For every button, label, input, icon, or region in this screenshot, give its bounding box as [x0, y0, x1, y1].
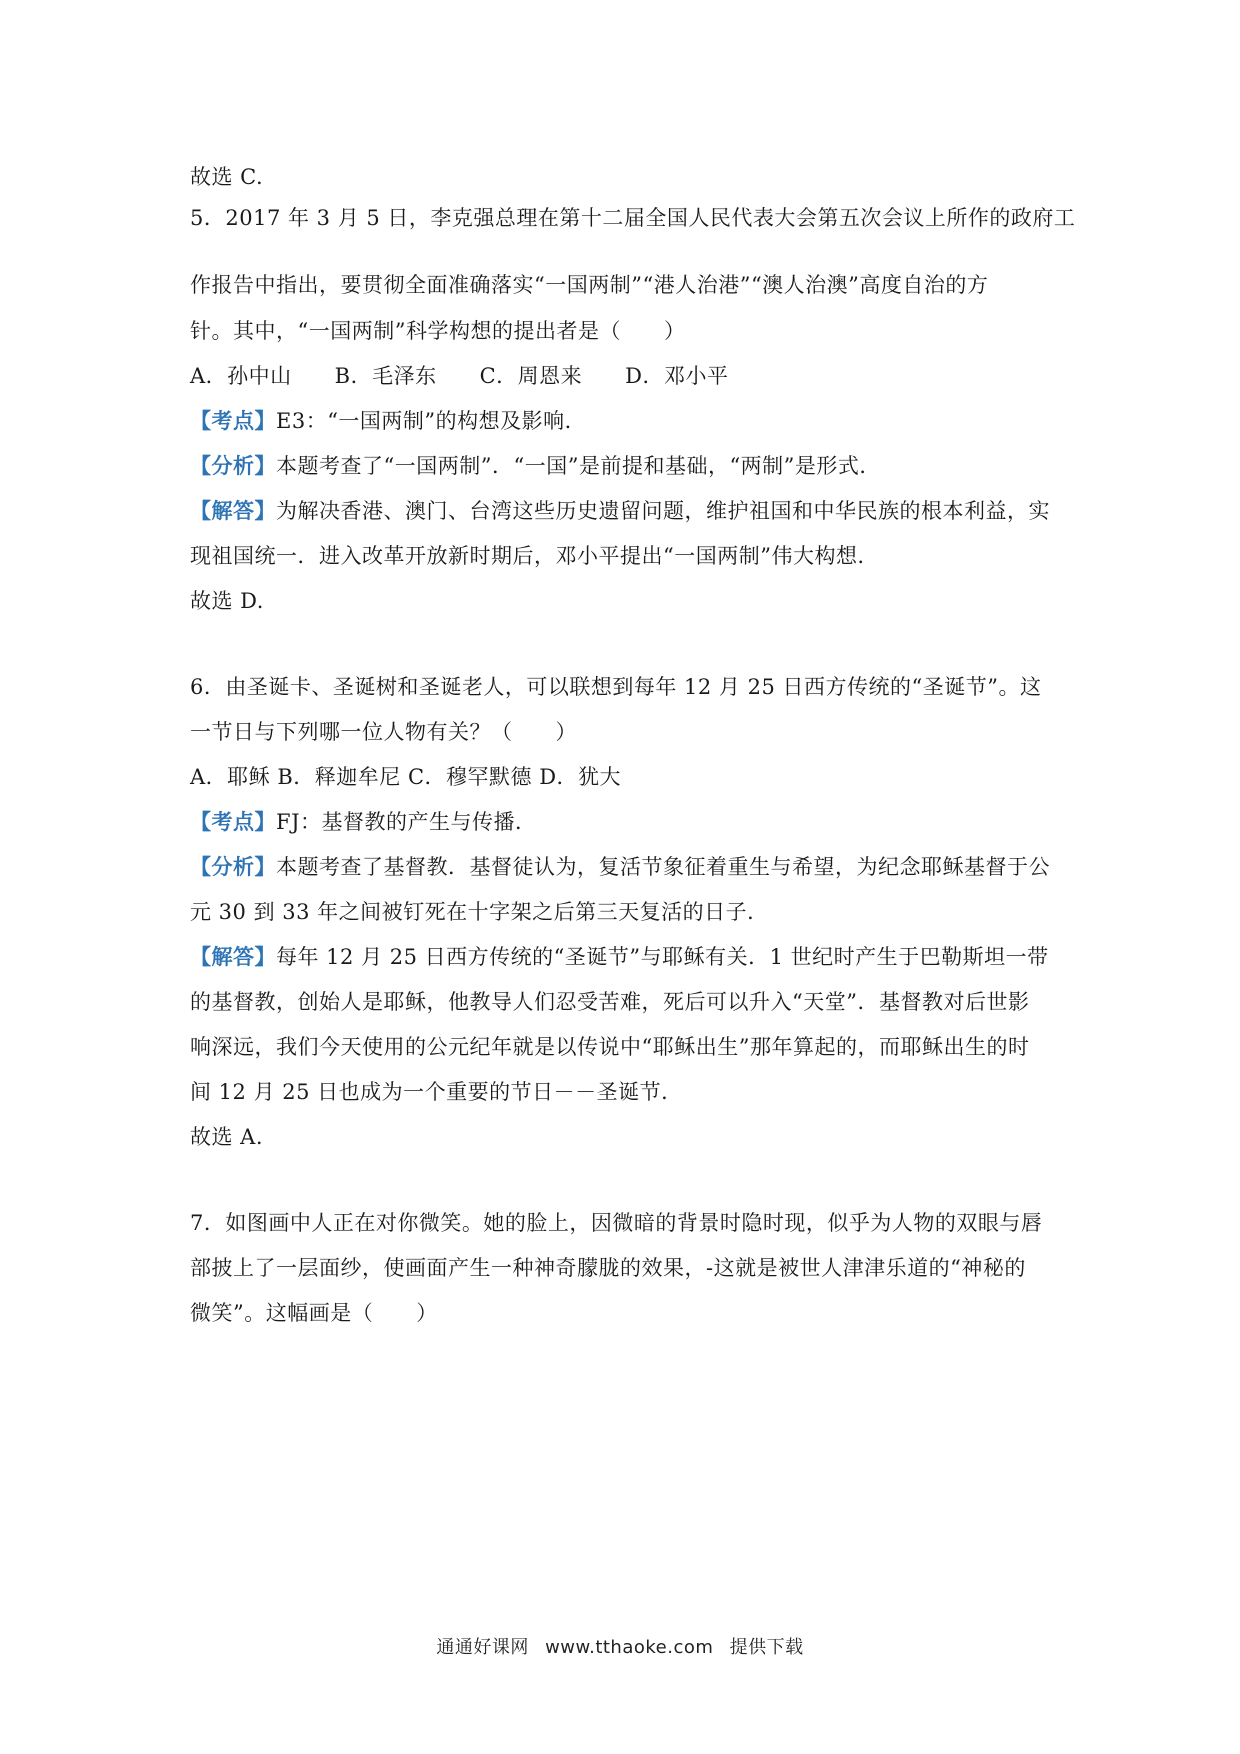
q4-conclusion: 故选 C. [190, 165, 264, 189]
kaodian-text: E3：“一国两制”的构想及影响． [276, 409, 587, 433]
q5-stem-line-1: 5．2017 年 3 月 5 日，李克强总理在第十二届全国人民代表大会第五次会议上所作的政府工 [190, 206, 1076, 230]
q6-jieda-line-1 [190, 942, 1049, 972]
q5-options: A．孙中山 B．毛泽东 C．周恩来 D．邓小平 [190, 364, 729, 388]
q5-stem-line-3: 针。其中，“一国两制”科学构想的提出者是（ ） [190, 319, 686, 343]
footer-site-name: 通通好课网 [436, 1637, 529, 1658]
kaodian-tag: 【考点】 [190, 809, 276, 834]
jieda-tag: 【解答】 [190, 944, 276, 969]
q6-kaodian [190, 807, 537, 837]
q5-stem-line-2: 作报告中指出，要贯彻全面准确落实“一国两制”“港人治港”“澳人治澳”高度自治的方 [190, 273, 989, 297]
q5-conclusion: 故选 D. [190, 589, 264, 613]
footer-note: 提供下载 [729, 1637, 804, 1658]
q6-fenxi-line-2: 元 30 到 33 年之间被钉死在十字架之后第三天复活的日子． [190, 900, 769, 924]
fenxi-tag: 【分析】 [190, 453, 276, 478]
q6-jieda-line-2: 的基督教，创始人是耶稣，他教导人们忍受苦难，死后可以升入“天堂”．基督教对后世影 [190, 990, 1030, 1014]
q6-stem-line-2: 一节日与下列哪一位人物有关？（ ） [190, 720, 577, 744]
kaodian-text: FJ：基督教的产生与传播． [276, 810, 537, 834]
q5-kaodian [190, 406, 586, 436]
q6-options: A．耶稣 B．释迦牟尼 C．穆罕默德 D．犹大 [190, 765, 622, 789]
jieda-text: 为解决香港、澳门、台湾这些历史遗留问题，维护祖国和中华民族的根本利益，实 [276, 499, 1050, 523]
q6-stem-line-1: 6．由圣诞卡、圣诞树和圣诞老人，可以联想到每年 12 月 25 日西方传统的“圣诞节”。这 [190, 675, 1042, 699]
fenxi-text: 本题考查了基督教．基督徒认为，复活节象征着重生与希望，为纪念耶稣基督于公 [276, 855, 1050, 879]
q6-fenxi-line-1 [190, 852, 1050, 882]
fenxi-tag: 【分析】 [190, 854, 276, 879]
q5-jieda-line-2: 现祖国统一．进入改革开放新时期后，邓小平提出“一国两制”伟大构想． [190, 544, 879, 568]
q6-jieda-line-3: 响深远，我们今天使用的公元纪年就是以传说中“耶稣出生”那年算起的，而耶稣出生的时 [190, 1035, 1030, 1059]
footer-url[interactable]: www.tthaoke.com [545, 1637, 714, 1658]
q5-fenxi [190, 451, 881, 481]
q5-jieda-line-1 [190, 496, 1050, 526]
jieda-text: 每年 12 月 25 日西方传统的“圣诞节”与耶稣有关．1 世纪时产生于巴勒斯坦一带 [276, 945, 1049, 969]
page-footer [0, 1633, 1240, 1659]
jieda-tag: 【解答】 [190, 498, 276, 523]
q7-stem-line-1: 7．如图画中人正在对你微笑。她的脸上，因微暗的背景时隐时现，似乎为人物的双眼与唇 [190, 1211, 1043, 1235]
fenxi-text: 本题考查了“一国两制”．“一国”是前提和基础，“两制”是形式． [276, 454, 881, 478]
q7-stem-line-3: 微笑”。这幅画是（ ） [190, 1301, 438, 1325]
q7-stem-line-2: 部披上了一层面纱，使画面产生一种神奇朦胧的效果，-这就是被世人津津乐道的“神秘的 [190, 1256, 1026, 1280]
q6-jieda-line-4: 间 12 月 25 日也成为一个重要的节日－－圣诞节． [190, 1080, 683, 1104]
q6-conclusion: 故选 A. [190, 1125, 264, 1149]
kaodian-tag: 【考点】 [190, 408, 276, 433]
